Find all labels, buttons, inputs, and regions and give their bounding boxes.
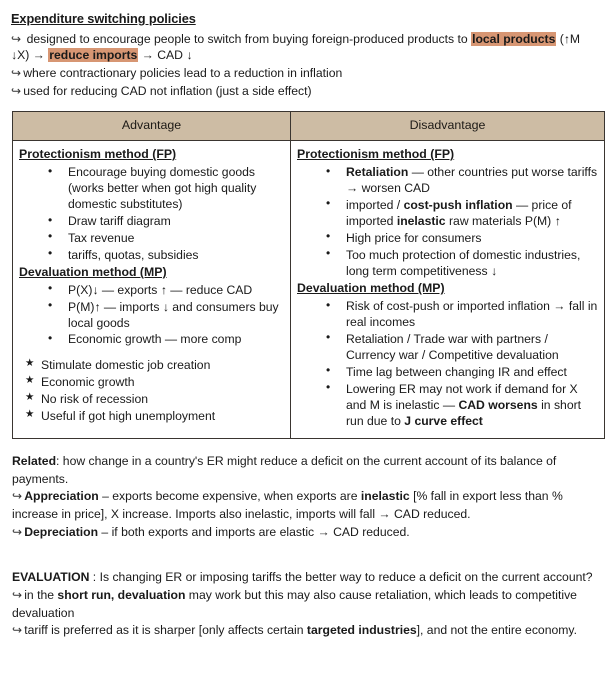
evaluation-section (12, 569, 606, 639)
arrow-icon: ↪ (12, 489, 23, 504)
list-item (326, 197, 598, 229)
evaluation-line-1-text: : Is changing ER or imposing tariffs the better way to reduce a deficit on the current account? (89, 570, 593, 585)
adv-section-2-heading: Devaluation method (MP) (19, 264, 167, 279)
arrow-icon: ↪ (12, 524, 23, 539)
adv-section-2-list (19, 282, 284, 348)
evaluation-label: EVALUATION (12, 570, 90, 585)
intro-line-2-text: where contractionary policies lead to a reduction in inflation (23, 66, 343, 81)
highlight-local-products: local products (472, 31, 556, 46)
list-item: • Encourage buying domestic goods (works better when got high quality domestic substitutes) (48, 164, 284, 213)
related-label: Related (12, 454, 57, 469)
related-line-1-text: : how change in a country's ER might reduce a deficit on the current account of its balance of payments. (12, 454, 557, 486)
intro-line-1-post: → CAD ↓ (138, 48, 193, 63)
list-item: • tariffs, quotas, subsidies (48, 247, 284, 263)
appreciation-text-b: [% fall in export less than % increase in price], X increase. Imports also inelastic, imports will fall → CAD reduced. (12, 489, 563, 521)
intro-line-1 (11, 31, 601, 65)
bullet-text: in short run due to (346, 397, 582, 429)
evaluation-line-3-pre: tariff is preferred as it is sharper [only affects certain (24, 623, 307, 638)
page-title: Expenditure switching policies (11, 11, 196, 26)
bullet-bold: CAD worsens (458, 397, 538, 412)
list-item (326, 164, 598, 196)
list-item: ★ No risk of recession (25, 391, 284, 407)
highlight-reduce-imports: reduce imports (49, 48, 138, 63)
bullet-text: — price of imported (346, 197, 572, 229)
bullet-bold-lead: Retaliation (346, 165, 409, 180)
list-item: • P(M)↑ — imports ↓ and consumers buy local goods (48, 299, 284, 331)
evaluation-line-1 (12, 569, 606, 586)
bullet-text: raw materials P(M) ↑ (445, 214, 561, 229)
depreciation-text: – if both exports and imports are elastic → CAD reduced. (98, 524, 410, 539)
bullet-text: imported / (346, 197, 404, 212)
evaluation-line-2-post: may work but this may also cause retaliation, which leads to competitive devaluation (12, 588, 577, 620)
arrow-icon: ↪ (12, 623, 23, 638)
evaluation-line-2 (12, 587, 606, 622)
table-header-row (13, 111, 605, 140)
depreciation-line (12, 524, 606, 541)
intro-line-3 (11, 83, 601, 100)
intro-line-1-mid: (↑M ↓X) → (11, 31, 581, 63)
evaluation-line-3 (12, 622, 606, 639)
list-item: • P(X)↓ — exports ↑ — reduce CAD (48, 282, 284, 298)
related-section (12, 453, 606, 541)
spacer (9, 541, 601, 555)
list-item: • Retaliation / Trade war with partners / Currency war / Competitive devaluation (326, 331, 598, 363)
list-item: • Risk of cost-push or imported inflation → fall in real incomes (326, 298, 598, 330)
dis-section-1-list (297, 164, 598, 279)
bullet-bold: J curve effect (404, 414, 483, 429)
appreciation-line (12, 488, 606, 523)
arrow-icon: ↪ (11, 31, 22, 46)
bullet-text: Lowering ER may not work if demand for X and M is inelastic — (346, 381, 578, 412)
list-item: • Draw tariff diagram (48, 213, 284, 229)
list-item: • Economic growth — more comp (48, 331, 284, 347)
evaluation-line-2-bold: short run, devaluation (57, 588, 186, 603)
intro-line-2 (11, 65, 601, 82)
dis-section-1-heading: Protectionism method (FP) (297, 147, 455, 162)
list-item: • Tax revenue (48, 230, 284, 246)
arrow-icon: ↪ (11, 66, 22, 81)
appreciation-label: Appreciation (24, 489, 99, 504)
cell-advantage (13, 141, 291, 439)
evaluation-line-2-pre: in the (24, 588, 58, 603)
bullet-bold: inelastic (396, 214, 446, 229)
list-item (326, 381, 598, 430)
intro-line-3-text: used for reducing CAD not inflation (just a side effect) (23, 84, 312, 99)
column-header-advantage: Advantage (13, 111, 291, 140)
arrow-icon: ↪ (11, 84, 22, 99)
list-item: • High price for consumers (326, 230, 598, 246)
evaluation-line-3-bold: targeted industries (306, 623, 417, 638)
adv-star-list (19, 357, 284, 424)
arrow-icon: ↪ (12, 588, 23, 603)
cell-disadvantage (291, 141, 605, 439)
list-item: • Too much protection of domestic industries, long term competitiveness ↓ (326, 247, 598, 279)
list-item: • Time lag between changing IR and effect (326, 364, 598, 380)
dis-section-2-heading: Devaluation method (MP) (297, 281, 445, 296)
depreciation-label: Depreciation (24, 524, 99, 539)
table-row (13, 141, 605, 439)
bullet-text: — other countries put worse tariffs → worsen CAD (346, 165, 598, 196)
list-item: ★ Economic growth (25, 374, 284, 390)
dis-section-2-list (297, 298, 598, 429)
advantage-disadvantage-table (12, 111, 605, 439)
appreciation-bold: inelastic (360, 489, 410, 504)
list-item: ★ Stimulate domestic job creation (25, 357, 284, 373)
related-line-1 (12, 453, 606, 488)
appreciation-text-a: – exports become expensive, when exports are (98, 489, 361, 504)
bullet-bold: cost-push inflation (403, 197, 513, 212)
list-item: ★ Useful if got high unemployment (25, 408, 284, 424)
evaluation-line-3-post: ], and not the entire economy. (416, 623, 577, 638)
intro-line-1-pre: designed to encourage people to switch from buying foreign-produced products to (26, 31, 472, 46)
column-header-disadvantage: Disadvantage (291, 111, 605, 140)
adv-section-1-heading: Protectionism method (FP) (19, 147, 177, 162)
adv-section-1-list (19, 164, 284, 263)
